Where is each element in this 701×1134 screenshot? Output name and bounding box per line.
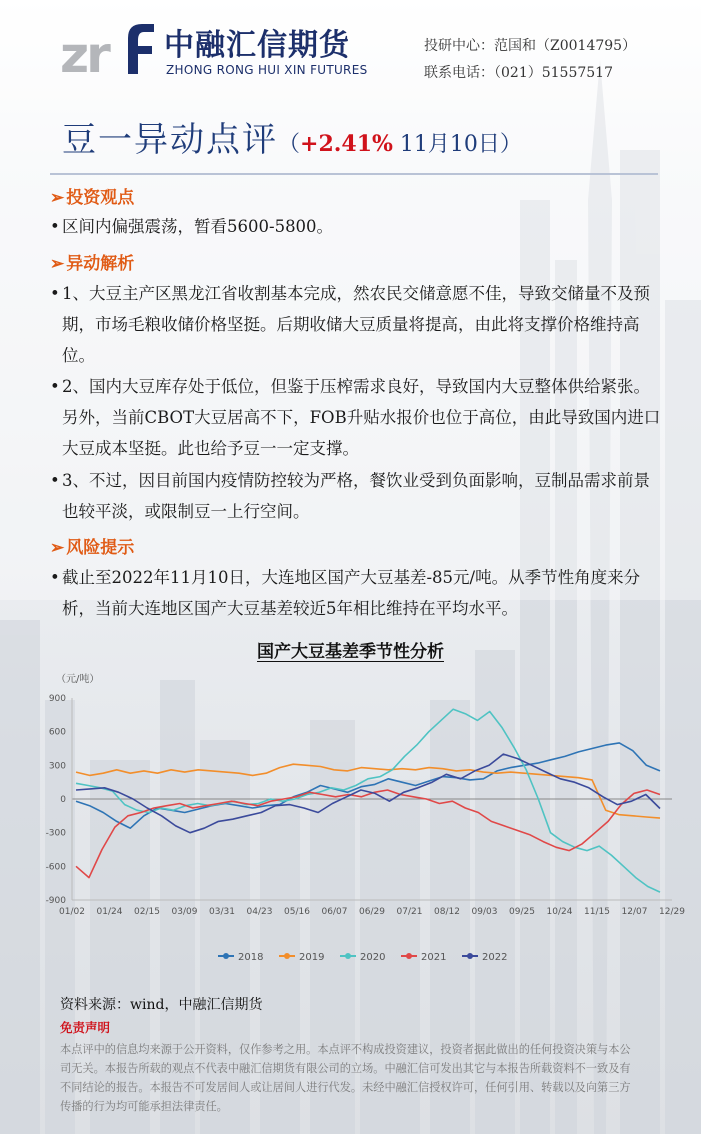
legend-label-2018: 2018 xyxy=(238,952,264,963)
legend-marker-2021 xyxy=(406,953,412,959)
bullet-icon: • xyxy=(50,471,60,490)
x-tick-label: 04/23 xyxy=(246,907,273,917)
analyst-line: 投研中心：范国和（Z0014795） xyxy=(424,38,637,54)
analysis-item-3-text: 3、不过，因目前国内疫情防控较为严格，餐饮业受到负面影响，豆制品需求前景也较平淡，或限制豆一上行空间。 xyxy=(62,471,650,521)
disclaimer-text: 本点评中的信息均来源于公开资料，仅作参考之用。本点评不构成投资建议，投资者据此做出的任何投资决策与本公司无关。本报告所载的观点不代表中融汇信期货有限公司的立场。中融汇信可发出其它与本报告所载资料不一致及有不同结论的报告。本报告不可发居间人或让居间人进行代发。未经中融汇信授权许可，任何引用、转载以及向第三方传播的行为均可能承担法律责任。 xyxy=(60,1043,631,1113)
y-tick-label: 0 xyxy=(60,795,66,805)
section-heading-analysis xyxy=(50,249,134,274)
x-tick-label: 01/24 xyxy=(96,907,123,917)
x-tick-label: 09/25 xyxy=(509,907,535,917)
series-line-2018 xyxy=(76,743,660,828)
company-logo xyxy=(58,12,378,82)
y-tick-label: 300 xyxy=(48,761,66,772)
analysis-item-2-text: 2、国内大豆库存处于低位，但鉴于压榨需求良好，导致国内大豆整体供给紧张。另外，当前CBOT大豆居高不下，FOB升贴水报价也位于高位，由此导致国内进口大豆成本坚挺。此也给予豆一一定支撑。 xyxy=(62,377,661,458)
section-heading-view-label: 投资观点 xyxy=(66,188,135,208)
legend-label-2019: 2019 xyxy=(299,952,325,963)
analysis-item-1-text: 1、大豆主产区黑龙江省收割基本完成，然农民交储意愿不佳，导致交储量不及预期，市场毛粮收储价格坚挺。后期收储大豆质量将提高，由此将支撑价格维持高位。 xyxy=(62,284,650,365)
x-tick-label: 11/15 xyxy=(584,907,610,917)
x-tick-label: 07/21 xyxy=(396,907,423,917)
section-heading-view xyxy=(50,183,134,208)
contact-info xyxy=(424,33,636,87)
x-tick-label: 08/12 xyxy=(434,907,460,917)
list-item xyxy=(50,562,662,624)
svg-text:zr: zr xyxy=(60,26,108,84)
x-tick-label: 03/31 xyxy=(209,907,235,917)
y-tick-label: 600 xyxy=(48,727,66,738)
legend-label-2022: 2022 xyxy=(482,952,508,963)
legend-marker-2020 xyxy=(345,953,351,959)
bullet-icon: • xyxy=(50,217,60,236)
phone-line: 联系电话：（021）51557517 xyxy=(424,65,613,81)
logo-chinese-name: 中融汇信期货 xyxy=(164,28,350,63)
zrf-logo-mark xyxy=(58,12,158,84)
view-item-text: 区间内偏强震荡，暂看5600-5800。 xyxy=(62,217,334,236)
logo-english-name: ZHONG RONG HUI XIN FUTURES xyxy=(166,63,368,77)
legend-label-2020: 2020 xyxy=(360,952,386,963)
y-tick-label: -600 xyxy=(45,862,66,873)
bullet-icon: • xyxy=(50,568,60,587)
section-heading-analysis-label: 异动解析 xyxy=(66,254,135,274)
series-line-2022 xyxy=(76,754,660,833)
basis-seasonal-chart xyxy=(40,668,685,968)
series-line-2021 xyxy=(76,790,660,878)
x-tick-label: 10/24 xyxy=(546,907,573,917)
title-divider xyxy=(50,173,658,175)
x-tick-label: 12/07 xyxy=(621,907,648,917)
section-heading-risk xyxy=(50,533,134,558)
disclaimer-heading: 免责声明 xyxy=(60,1020,111,1035)
page-title xyxy=(62,112,522,161)
section-heading-risk-label: 风险提示 xyxy=(66,538,135,558)
arrow-icon: ➢ xyxy=(50,254,65,274)
title-date: 11月10日） xyxy=(392,132,522,157)
arrow-icon: ➢ xyxy=(50,538,65,558)
x-tick-label: 01/02 xyxy=(59,907,85,917)
title-change-percent: +2.41% xyxy=(300,131,393,157)
y-tick-label: -300 xyxy=(45,828,66,839)
risk-item-text: 截止至2022年11月10日，大连地区国产大豆基差-85元/吨。从季节性角度来分析，当前大连地区国产大豆基差较近5年相比维持在平均水平。 xyxy=(62,568,641,618)
y-tick-label: 900 xyxy=(48,694,66,704)
bullet-icon: • xyxy=(50,377,60,396)
list-item xyxy=(50,465,662,527)
x-tick-label: 12/29 xyxy=(659,907,685,917)
list-item xyxy=(50,211,662,242)
y-axis-label: （元/吨） xyxy=(56,674,100,685)
legend-label-2021: 2021 xyxy=(421,952,447,963)
source-note: 资料来源：wind，中融汇信期货 xyxy=(60,997,263,1013)
legend-marker-2022 xyxy=(467,953,473,959)
list-item xyxy=(50,371,662,464)
bullet-icon: • xyxy=(50,284,60,303)
x-tick-label: 06/07 xyxy=(321,907,348,917)
x-tick-label: 06/29 xyxy=(359,907,385,917)
x-tick-label: 09/03 xyxy=(471,907,498,917)
x-tick-label: 02/15 xyxy=(134,907,160,917)
title-main: 豆一异动点评 xyxy=(62,120,278,160)
chart-title: 国产大豆基差季节性分析 xyxy=(257,642,444,662)
series-line-2020 xyxy=(76,709,660,892)
arrow-icon: ➢ xyxy=(50,188,65,208)
x-tick-label: 03/09 xyxy=(171,907,198,917)
legend-marker-2019 xyxy=(284,953,290,959)
legend-marker-2018 xyxy=(223,953,229,959)
title-open: （ xyxy=(278,132,301,157)
y-tick-label: -900 xyxy=(45,896,66,906)
x-tick-label: 05/16 xyxy=(284,907,310,917)
list-item xyxy=(50,278,662,371)
